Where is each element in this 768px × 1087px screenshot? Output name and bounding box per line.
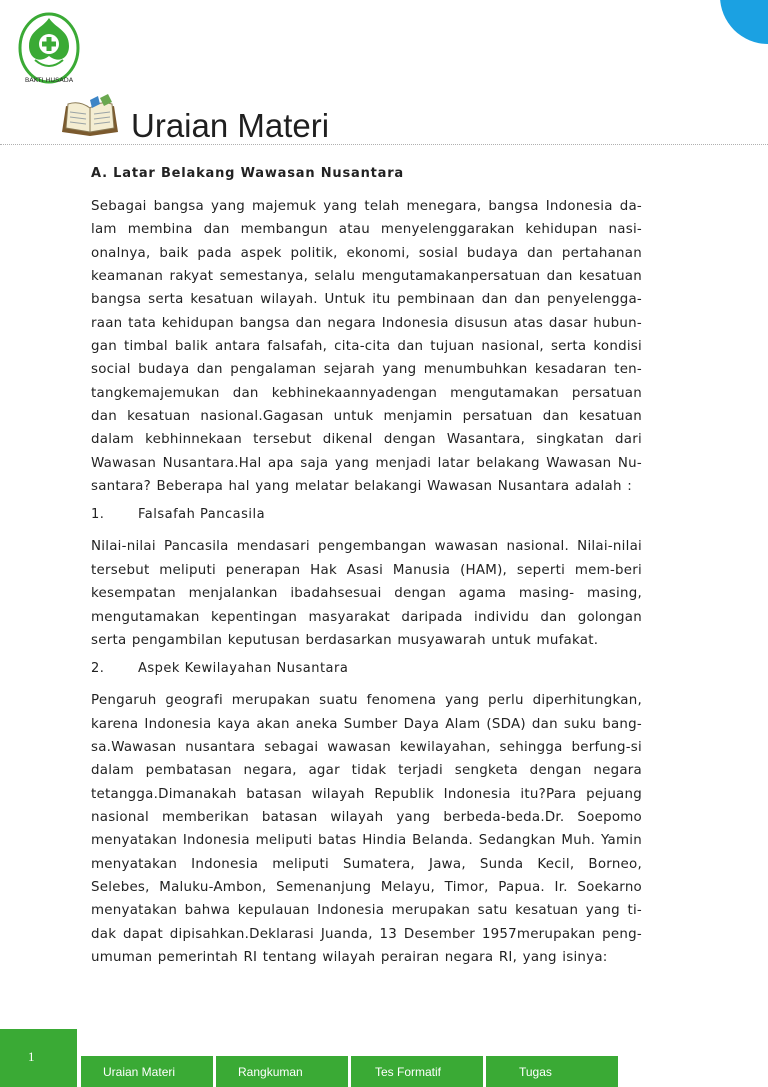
subsection-heading: A. Latar Belakang Wawasan Nusantara xyxy=(91,166,404,181)
list-item-1-title: Falsafah Pancasila xyxy=(138,507,266,523)
bakti-husada-logo xyxy=(17,12,81,90)
page-number: 1 xyxy=(28,1049,35,1064)
list-item-1 xyxy=(91,504,642,526)
logo-text: BAKTI HUSADA xyxy=(24,76,74,84)
list-item-2-title: Aspek Kewilayahan Nusantara xyxy=(138,661,349,677)
corner-decoration xyxy=(720,0,768,44)
tab-tes-formatif[interactable]: Tes Formatif xyxy=(351,1056,483,1087)
item-1-paragraph: Nilai-nilai Pancasila mendasari pengembangan wawasan nasional. Nilai-nilai tersebut meliputi penerapan Hak Asasi Manusia (HAM), seperti mem-beri kesempatan menjalankan ibadahsesuai dengan agama masing- masing, mengutamakan kepentingan masyarakat daripada individu dan golongan serta pengambilan keputusan berdasarkan musyawarah untuk mufakat. xyxy=(91,539,642,648)
tab-tugas[interactable]: Tugas xyxy=(486,1056,618,1087)
main-content xyxy=(91,163,642,975)
open-book-icon xyxy=(60,94,120,138)
bottom-nav xyxy=(81,1056,621,1087)
item-2-paragraph: Pengaruh geografi merupakan suatu fenomena yang perlu diperhitungkan, karena Indonesia kaya akan aneka Sumber Daya Alam (SDA) dan suku bang-sa.Wawasan nusantara sebagai wawasan kewilayahan, sehingga berfung-si dalam pembatasan negara, agar tidak terjadi sengketa dengan negara tetangga.Dimanakah batasan wilayah Republik Indonesia itu?Para pejuang nasional memberikan batasan wilayah yang berbeda-beda.Dr. Soepomo menyatakan Indonesia meliputi batas Hindia Belanda. Sedangkan Muh. Yamin menyatakan Indonesia meliputi Sumatera, Jawa, Sunda Kecil, Borneo, Selebes, Maluku-Ambon, Semenanjung Melayu, Timor, Papua. Ir. Soekarno menyatakan bahwa kepulauan Indonesia merupakan satu kesatuan yang ti-dak dapat dipisahkan.Deklarasi Juanda, 13 Desember 1957merupakan peng-umuman pemerintah RI tentang wilayah perairan negara RI, yang isinya: xyxy=(91,693,642,965)
tab-uraian-materi[interactable]: Uraian Materi xyxy=(81,1056,213,1087)
list-item-1-number: 1. xyxy=(91,507,105,523)
header-divider xyxy=(0,144,768,145)
intro-paragraph: Sebagai bangsa yang majemuk yang telah menegara, bangsa Indonesia da-lam membina dan membangun atau menyelenggarakan kehidupan nasi-onalnya, baik pada aspek politik, ekonomi, sosial budaya dan pertahanan keamanan rakyat semestanya, selalu mengutamakanpersatuan dan kesatuan bangsa serta kesatuan wilayah. Untuk itu pembinaan dan dan penyelengga-raan tata kehidupan bangsa dan negara Indonesia disusun atas dasar hubun-gan timbal balik antara falsafah, cita-cita dan tujuan nasional, serta kondisi social budaya dan pengalaman sejarah yang menumbuhkan kesadaran ten-tangkemajemukan dan kebhinekaannyadengan mengutamakan persatuan dan kesatuan nasional.Gagasan untuk menjamin persatuan dan kesatuan dalam kebhinnekaan tersebut dikenal dengan Wasantara, singkatan dari Wawasan Nusantara.Hal apa saja yang menjadi latar belakang Wawasan Nu-santara? Beberapa hal yang melatar belakangi Wawasan Nusantara adalah : xyxy=(91,199,642,495)
section-title: Uraian Materi xyxy=(131,107,330,144)
list-item-2-number: 2. xyxy=(91,661,105,677)
page-number-block xyxy=(0,1029,77,1087)
tab-rangkuman[interactable]: Rangkuman xyxy=(216,1056,348,1087)
list-item-2 xyxy=(91,658,642,680)
